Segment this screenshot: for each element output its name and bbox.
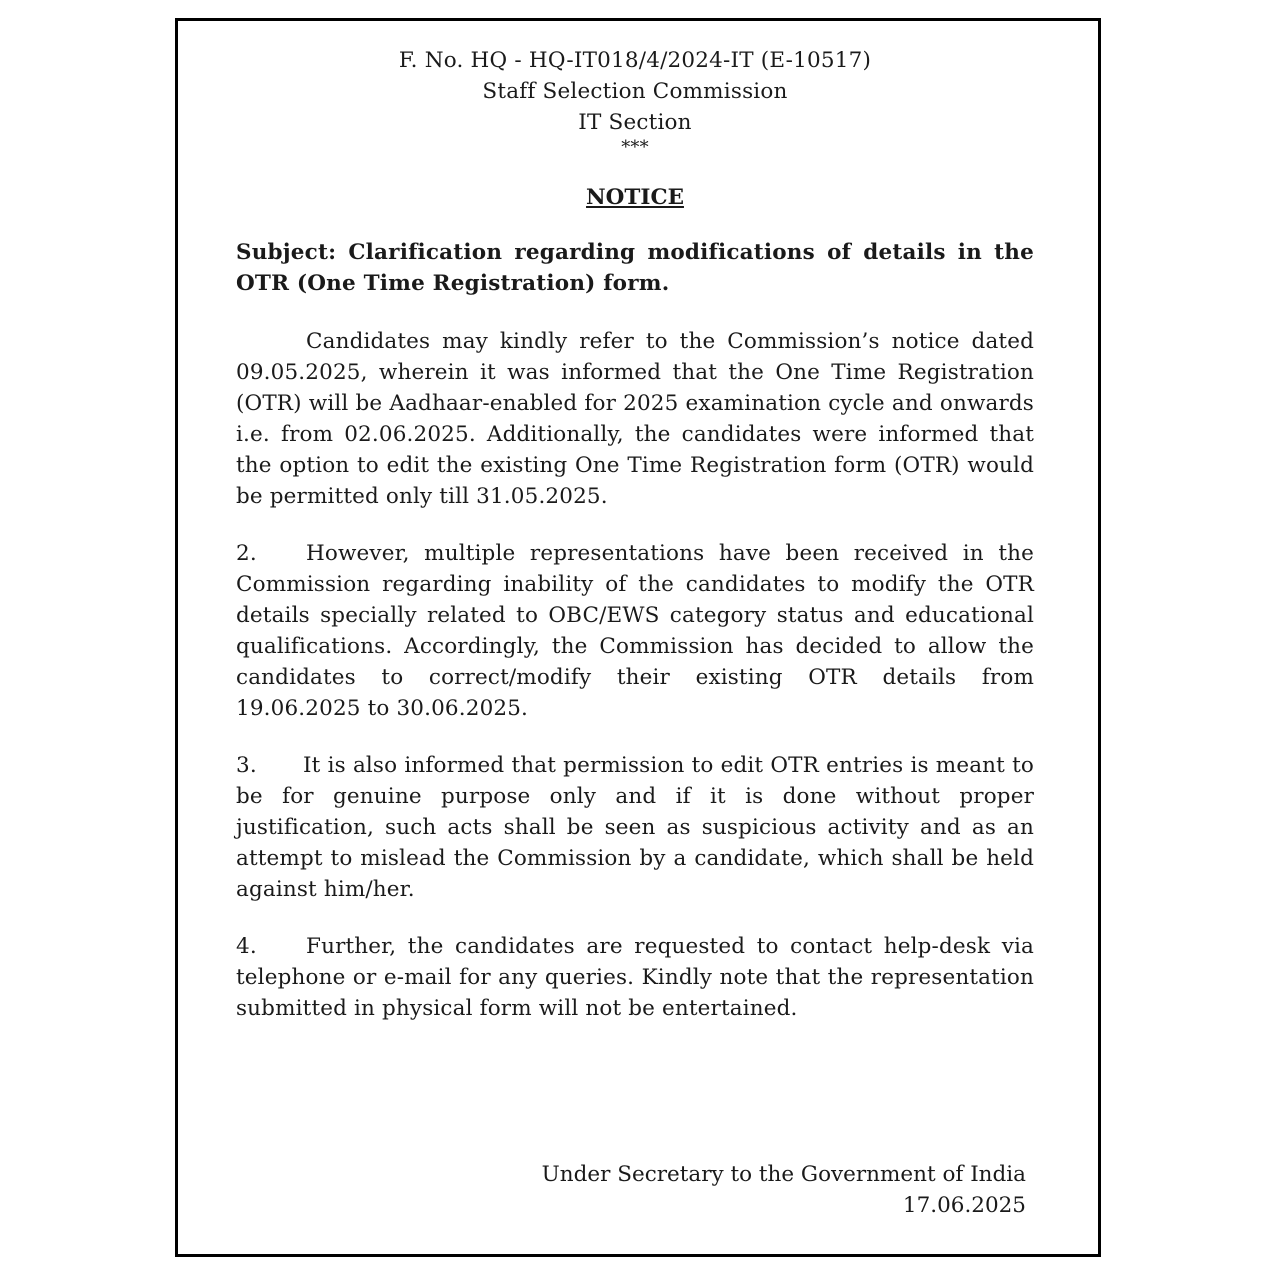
signatory-designation: Under Secretary to the Government of India	[541, 1162, 1026, 1187]
file-number: F. No. HQ - HQ-IT018/4/2024-IT (E-10517)	[398, 48, 872, 73]
paragraph-number: 2.	[236, 541, 257, 566]
paragraph-text: Further, the candidates are requested to contact help-desk via telephone or e-mail for any queries. Kindly note that the representation submitted in physical form will not be entertained.	[236, 934, 1034, 1021]
signature-block	[542, 1159, 1026, 1221]
header-separator: ***	[621, 137, 649, 158]
paragraph-text: However, multiple representations have been received in the Commission regarding inability of the candidates to modify the OTR details specially related to OBC/EWS category status and educational qualifications. Accordingly, the Commission has decided to allow the candidates to correct/modify their existing OTR details from 19.06.2025 to 30.06.2025.	[236, 541, 1034, 721]
document-body	[236, 45, 1034, 1024]
paragraph-number: 3.	[236, 753, 257, 778]
subject-line: Subject: Clarification regarding modifications of details in the OTR (One Time Registration) form.	[236, 240, 1034, 296]
paragraph-2	[236, 538, 1034, 724]
paragraph-text: Candidates may kindly refer to the Commission’s notice dated 09.05.2025, wherein it was informed that the One Time Registration (OTR) will be Aadhaar-enabled for 2025 examination cycle and onwards i.e. from 02.06.2025. Additionally, the candidates were informed that the option to edit the existing One Time Registration form (OTR) would be permitted only till 31.05.2025.	[236, 329, 1034, 509]
section-name: IT Section	[578, 110, 692, 135]
paragraph-3	[236, 750, 1034, 905]
paragraph-1	[236, 326, 1034, 512]
paragraph-text: It is also informed that permission to edit OTR entries is meant to be for genuine purpose only and if it is done without proper justification, such acts shall be seen as suspicious activity and as an attempt to mislead the Commission by a candidate, which shall be held against him/her.	[236, 753, 1034, 902]
paragraph-4	[236, 931, 1034, 1024]
paragraph-number: 4.	[236, 934, 257, 959]
organization-name: Staff Selection Commission	[482, 79, 788, 104]
notice-title: NOTICE	[586, 185, 684, 210]
notice-document	[175, 18, 1101, 1257]
document-header	[236, 45, 1034, 158]
signature-date: 17.06.2025	[902, 1193, 1026, 1218]
